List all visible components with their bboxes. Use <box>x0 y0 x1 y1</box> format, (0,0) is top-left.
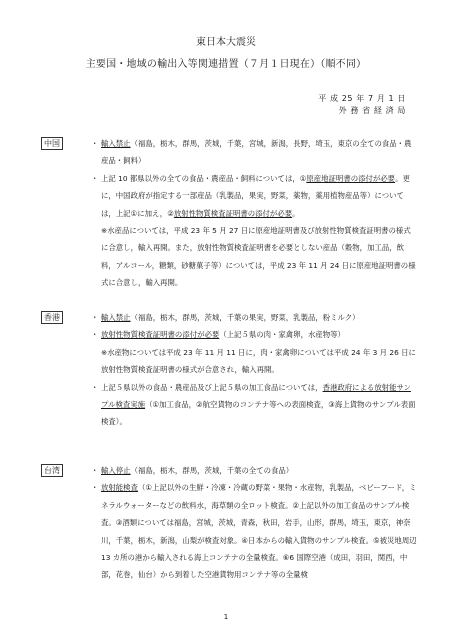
import-ban-label: 輸入禁止 <box>101 313 131 322</box>
region-label-taiwan: 台湾 <box>41 464 63 477</box>
document-issuer: 外 務 省 経 済 局 <box>338 106 406 115</box>
sample-text-a: 上記５県以外の食品・農産品及び上記５県の加工食品については， <box>101 382 323 392</box>
china-item-import-ban <box>91 135 417 170</box>
certificates-text-c: 。 <box>292 208 300 218</box>
region-label-china: 中国 <box>41 137 63 150</box>
bullet: ・ <box>91 330 99 340</box>
import-ban-text: （福島，栃木，群馬，茨城，千葉の果実，野菜，乳製品，粉ミルク） <box>130 313 360 322</box>
page-number: 1 <box>223 613 229 621</box>
origin-certificate-required: 原産地証明書の添付が必要 <box>306 173 396 183</box>
section-taiwan <box>91 462 417 584</box>
import-ban-label: 輸入禁止 <box>101 139 131 148</box>
bullet: ・ <box>91 139 99 148</box>
bullet: ・ <box>91 466 99 475</box>
sample-inspection-label: 香港政府による放射能サンプル検査実施 <box>101 382 411 410</box>
region-label-hongkong: 香港 <box>41 311 63 324</box>
hongkong-item-import-ban <box>91 309 417 326</box>
bullet: ・ <box>91 173 99 183</box>
radiation-certificate-required: 放射性物質検査証明書の添付が必要 <box>173 208 293 218</box>
bullet: ・ <box>91 382 99 392</box>
section-china <box>91 135 417 292</box>
document-subtitle: 主要国・地域の輸出入等関連措置（７月１日現在）（順不同） <box>85 59 367 70</box>
document-date: 平 成 25 年 7 月 1 日 <box>318 94 406 103</box>
radiation-inspection-label: 放射能検査 <box>101 483 138 493</box>
hongkong-item-sample-inspection <box>91 379 417 431</box>
certificate-text: （上記５県の肉・家禽卵，水産物等） <box>219 330 345 340</box>
import-suspension-text: （福島，栃木，群馬，茨城，千葉の全ての食品） <box>130 466 294 475</box>
certificates-text-b: 。更に，中国政府が指定する一部産品（乳製品，果実，野菜，薬物，薬用植物産品等）については，上記①に加え，② <box>101 173 410 218</box>
radiation-certificate-required: 放射性物質検査証明書の添付が必要 <box>101 330 220 340</box>
hongkong-note: ※水産物については平成 23 年 11 月 11 日に，肉・家禽卵については平成 24 年 3 月 26 日に放射性物質検査証明書の様式が合意され，輸入再開。 <box>101 347 416 375</box>
bullet: ・ <box>91 313 99 322</box>
hongkong-item-certificate <box>91 326 417 343</box>
bullet: ・ <box>91 483 99 493</box>
radiation-inspection-text: （①上記以外の生鮮・冷凍・冷蔵の野菜・果物・水産物，乳製品，ベビーフード，ミネラルウォーターなどの飲料水，海草類の全ロット検査。②上記以外の加工食品のサンプル検査。③酒類については福島，宮城，茨城，青森，秋田，岩手，山形，群馬，埼玉，東京，神奈川，千葉，栃木，新潟，山梨が検査対象。④日本からの輸入貨物のサンプル検査。⑤被災地周辺 13 カ所の港から輸入される海上コンテナの全量検査。⑥6 国際空港（成田，羽田，関西，中部，花巻，仙台）から到着した空港貨物用コンテナ等の全量検 <box>101 483 417 580</box>
document-title: 東日本大震災 <box>196 37 256 48</box>
section-hongkong <box>91 309 417 431</box>
taiwan-item-radiation-inspection <box>91 479 417 583</box>
certificates-text-a: 上記 10 都県以外の全ての食品・農産品・飼料については，① <box>101 173 307 183</box>
sample-text-b: （①加工食品，②航空貨物のコンテナ等への表面検査，③海上貨物のサンプル表面検査）。 <box>101 400 416 427</box>
taiwan-item-import-suspension <box>91 462 417 479</box>
china-note: ※水産品については，平成 23 年 5 月 27 日に原産地証明書及び放射性物質検査証明書の様式に合意し，輸入再開。また，放射性物質検査証明書を必要としない産品（穀物，加工品，飲料，アルコール，糖類，砂糖菓子等）については，平成 23 年 11 月 24 日に原産地証明書の様式に合意し，輸入再開。 <box>101 226 416 288</box>
import-suspension-label: 輸入停止 <box>101 466 131 475</box>
china-item-certificates <box>91 170 417 222</box>
import-ban-text: （福島，栃木，群馬，茨城，千葉，宮城，新潟，長野，埼玉，東京の全ての食品・農産品・飼料） <box>101 139 412 166</box>
